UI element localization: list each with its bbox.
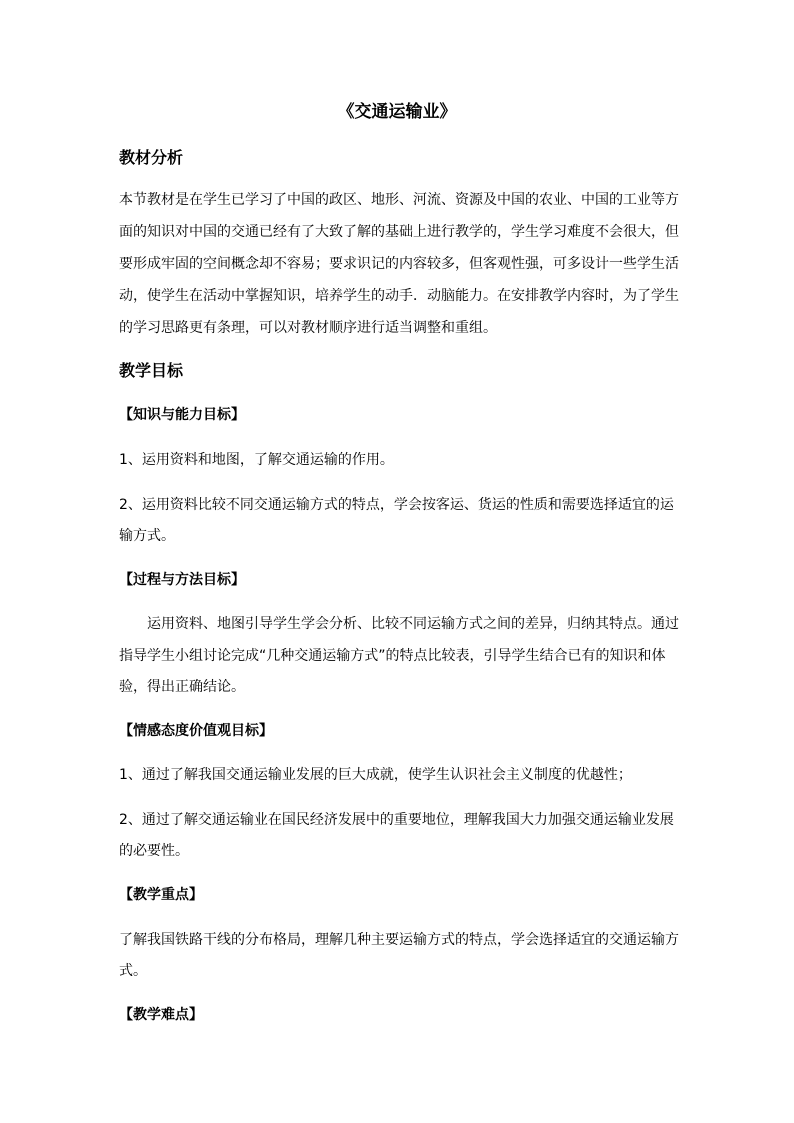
key-points-line: 式。 [119, 963, 147, 979]
knowledge-item-2: 2、运用资料比较不同交通运输方式的特点，学会按客运、货运的性质和需要选择适宜的运 [119, 497, 674, 513]
emotion-item-2-cont: 的必要性。 [119, 843, 189, 859]
subheading-key-points: 【教学重点】 [119, 887, 203, 903]
process-paragraph-line: 运用资料、地图引导学生学会分析、比较不同运输方式之间的差异，归纳其特点。通过 [147, 616, 679, 632]
subheading-process: 【过程与方法目标】 [119, 572, 245, 588]
process-paragraph-line: 指导学生小组讨论完成“几种交通运输方式”的特点比较表，引导学生结合已有的知识和体 [119, 648, 666, 664]
subheading-emotion: 【情感态度价值观目标】 [119, 723, 273, 739]
emotion-item-1: 1、通过了解我国交通运输业发展的巨大成就，使学生认识社会主义制度的优越性； [119, 767, 632, 783]
analysis-paragraph-line: 的学习思路更有条理，可以对教材顺序进行适当调整和重组。 [119, 320, 497, 336]
key-points-line: 了解我国铁路干线的分布格局，理解几种主要运输方式的特点，学会选择适宜的交通运输方 [119, 932, 679, 948]
emotion-item-2: 2、通过了解交通运输业在国民经济发展中的重要地位，理解我国大力加强交通运输业发展 [119, 812, 674, 828]
section-heading-goals: 教学目标 [119, 361, 184, 380]
knowledge-item-2-cont: 输方式。 [119, 528, 175, 544]
subheading-difficult-points: 【教学难点】 [119, 1007, 203, 1023]
section-heading-analysis: 教材分析 [119, 148, 184, 167]
analysis-paragraph-line: 面的知识对中国的交通已经有了大致了解的基础上进行教学的，学生学习难度不会很大，但 [119, 224, 679, 240]
analysis-paragraph-line: 本节教材是在学生已学习了中国的政区、地形、河流、资源及中国的农业、中国的工业等方 [119, 192, 679, 208]
process-paragraph-line: 验，得出正确结论。 [119, 679, 245, 695]
analysis-paragraph-line: 要形成牢固的空间概念却不容易；要求识记的内容较多，但客观性强，可多设计一些学生活 [119, 256, 679, 272]
subheading-knowledge: 【知识与能力目标】 [119, 407, 245, 423]
knowledge-item-1: 1、运用资料和地图，了解交通运输的作用。 [119, 452, 394, 468]
analysis-paragraph-line: 动，使学生在活动中掌握知识，培养学生的动手．动脑能力。在安排教学内容时，为了学生 [119, 288, 679, 304]
document-title: 《交通运输业》 [337, 102, 457, 122]
